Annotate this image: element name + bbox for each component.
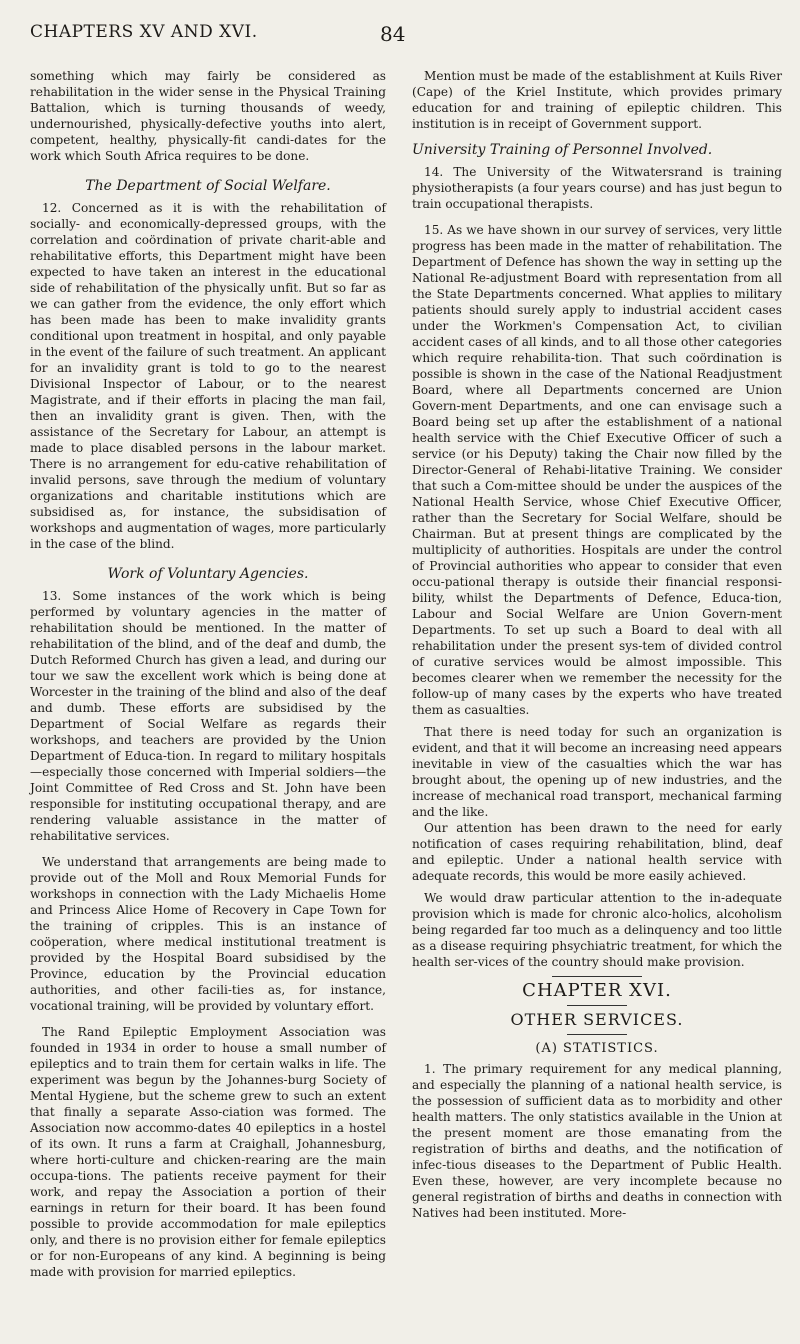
paragraph-alcoholics: We would draw particular attention to the in-adequate provision which is made for chronic alco-holics, alcoholism being regarded far too much as a delinquency and too little as a disease requiring phsychiatric treatment, for which the health ser-vices of the country should make provision. (412, 891, 782, 969)
paragraph-1-statistics: 1. The primary requirement for any medical planning, and especially the planning of a national health service, is the possession of sufficient data as to morbidity and other health matters. The only statistics available in the Union at the present moment are those emanating from the registration of births and deaths, and the notification of infec-tious diseases to the Department of Public Health. Even these, however, are very incomplete because no general registration of births and deaths in connection with Natives had been instituted. More- (412, 1062, 782, 1220)
heading-social-welfare: The Department of Social Welfare. (85, 178, 331, 194)
paragraph-moll-roux: We understand that arrangements are being made to provide out of the Moll and Roux Memorial Funds for workshops in connection with the Lady Michaelis Home and Princess Alice Home of Recovery in Cape Town for the training of cripples. This is an instance of coöperation, where medical institutional treatment is provided by the Hospital Board subsidised by the Province, education by the Provincial education authorities, and other facili-ties as, for instance, vocational training, will be provided by voluntary effort. (30, 855, 386, 1013)
divider-rule (567, 1005, 627, 1006)
heading-voluntary-agencies: Work of Voluntary Agencies. (107, 566, 309, 582)
paragraph-12: 12. Concerned as it is with the rehabilitation of socially- and economically-depressed groups, with the correlation and coördination of private charit-able and rehabilitative efforts, this Department might have been expected to have taken an interest in the educational side of rehabilitation of the physically unfit. But so far as we can gather from the evidence, the only effort which has been made has been to make invalidity grants conditional upon treatment in hospital, and only payable in the event of the failure of such treatment. An applicant for an invalidity grant is told to go to the nearest Divisional Inspector of Labour, or to the nearest Magistrate, and if their efforts in placing the man fail, then an invalidity grant is given. Then, with the assistance of the Secretary for Labour, an attempt is made to place disabled persons in the labour market. There is no arrangement for edu-cative rehabilitation of invalid persons, save through the medium of voluntary organizations and charitable institutions which are subsidised as, for instance, the subsidisation of workshops and augmentation of wages, more particularly in the case of the blind. (30, 201, 386, 551)
paragraph-kuils-river: Mention must be made of the establishment at Kuils River (Cape) of the Kriel Institute, which provides primary education for and training of epileptic children. This institution is in receipt of Government support. (412, 69, 782, 131)
left-column (30, 68, 386, 1280)
paragraph-intro: something which may fairly be considered as rehabilitation in the wider sense in the Physical Training Battalion, which is turning thousands of weedy, undernourished, physically-defective youths into alert, competent, healthy, physically-fit candi-dates for the work which South Africa requires to be done. (30, 69, 386, 163)
divider-rule (552, 976, 642, 977)
paragraph-rand-epileptic: The Rand Epileptic Employment Association was founded in 1934 in order to house a small number of epileptics and to train them for certain walks in life. The experiment was begun by the Johannes-burg Society of Mental Hygiene, but the scheme grew to such an extent that finally a separate Asso-ciation was formed. The Association now accommo-dates 40 epileptics in a hostel of its own. It runs a farm at Craighall, Johannesburg, where horti-culture and chicken-rearing are the main occupa-tions. The patients receive payment for their work, and repay the Association a portion of their earnings in return for their board. It has been found possible to provide accommodation for male epileptics only, and there is no provision either for female epileptics or for non-Europeans of any kind. A beginning is being made with provision for married epileptics. (30, 1025, 386, 1279)
paragraph-14: 14. The University of the Witwatersrand is training physiotherapists (a four years course) and has just begun to train occupational therapists. (412, 165, 782, 211)
page-number: 84 (380, 22, 406, 46)
paragraph-13: 13. Some instances of the work which is being performed by voluntary agencies in the matter of rehabilitation should be mentioned. In the matter of rehabilitation of the blind, and of the deaf and dumb, the Dutch Reformed Church has given a lead, and during our tour we saw the excellent work which is being done at Worcester in the training of the blind and also of the deaf and dumb. These efforts are subsidised by the Department of Social Welfare as regards their workshops, and teachers are provided by the Union Department of Educa-tion. In regard to military hospitals—especially those concerned with Imperial soldiers—the Joint Committee of Red Cross and St. John have been responsible for instituting occupational therapy, and are rendering valuable assistance in the matter of rehabilitative services. (30, 589, 386, 843)
paragraph-organization-need: That there is need today for such an organization is evident, and that it will become an increasing need appears inevitable in view of the casualties which the war has brought about, the opening up of new industries, and the increase of mechanical road transport, mechanical farming and the like. (412, 725, 782, 819)
paragraph-early-notification: Our attention has been drawn to the need for early notification of cases requiring rehabilitation, blind, deaf and epileptic. Under a national health service with adequate records, this would be more easily achieved. (412, 821, 782, 883)
section-title: OTHER SERVICES. (510, 1010, 684, 1029)
subsection-title: (A) STATISTICS. (535, 1041, 659, 1056)
heading-university-training: University Training of Personnel Involved. (412, 142, 713, 158)
right-column (412, 68, 782, 1221)
divider-rule (567, 1034, 627, 1035)
chapter-title: CHAPTER XVI. (522, 980, 672, 1001)
running-head: CHAPTERS XV AND XVI. (30, 22, 258, 42)
paragraph-15: 15. As we have shown in our survey of services, very little progress has been made in the matter of rehabilitation. The Department of Defence has shown the way in setting up the National Re-adjustment Board with representation from all the State Departments concerned. What applies to military patients should surely apply to industrial accident cases under the Workmen's Compensation Act, to civilian accident cases of all kinds, and to all those other categories which require rehabilita-tion. That such coördination is possible is shown in the case of the National Readjustment Board, where all Departments concerned are Union Govern-ment Departments, and one can envisage such a Board being set up after the establishment of a national health service with the Chief Executive Officer of such a service (or his Deputy) taking the Chair now filled by the Director-General of Rehabi-litative Training. We consider that such a Com-mittee should be under the auspices of the National Health Service, whose Chief Executive Officer, rather than the Secretary for Social Welfare, should be Chairman. But at present things are complicated by the multiplicity of authorities. Hospitals are under the control of Provincial authorities who appear to consider that even occu-pational therapy is outside their financial responsi-bility, whilst the Departments of Defence, Educa-tion, Labour and Social Welfare are Union Govern-ment Departments. To set up such a Board to deal with all rehabilitation under the present sys-tem of divided control of curative services would be almost impossible. This becomes clearer when we remember the necessity for the follow-up of many cases by the experts who have treated them as casualties. (412, 223, 782, 717)
